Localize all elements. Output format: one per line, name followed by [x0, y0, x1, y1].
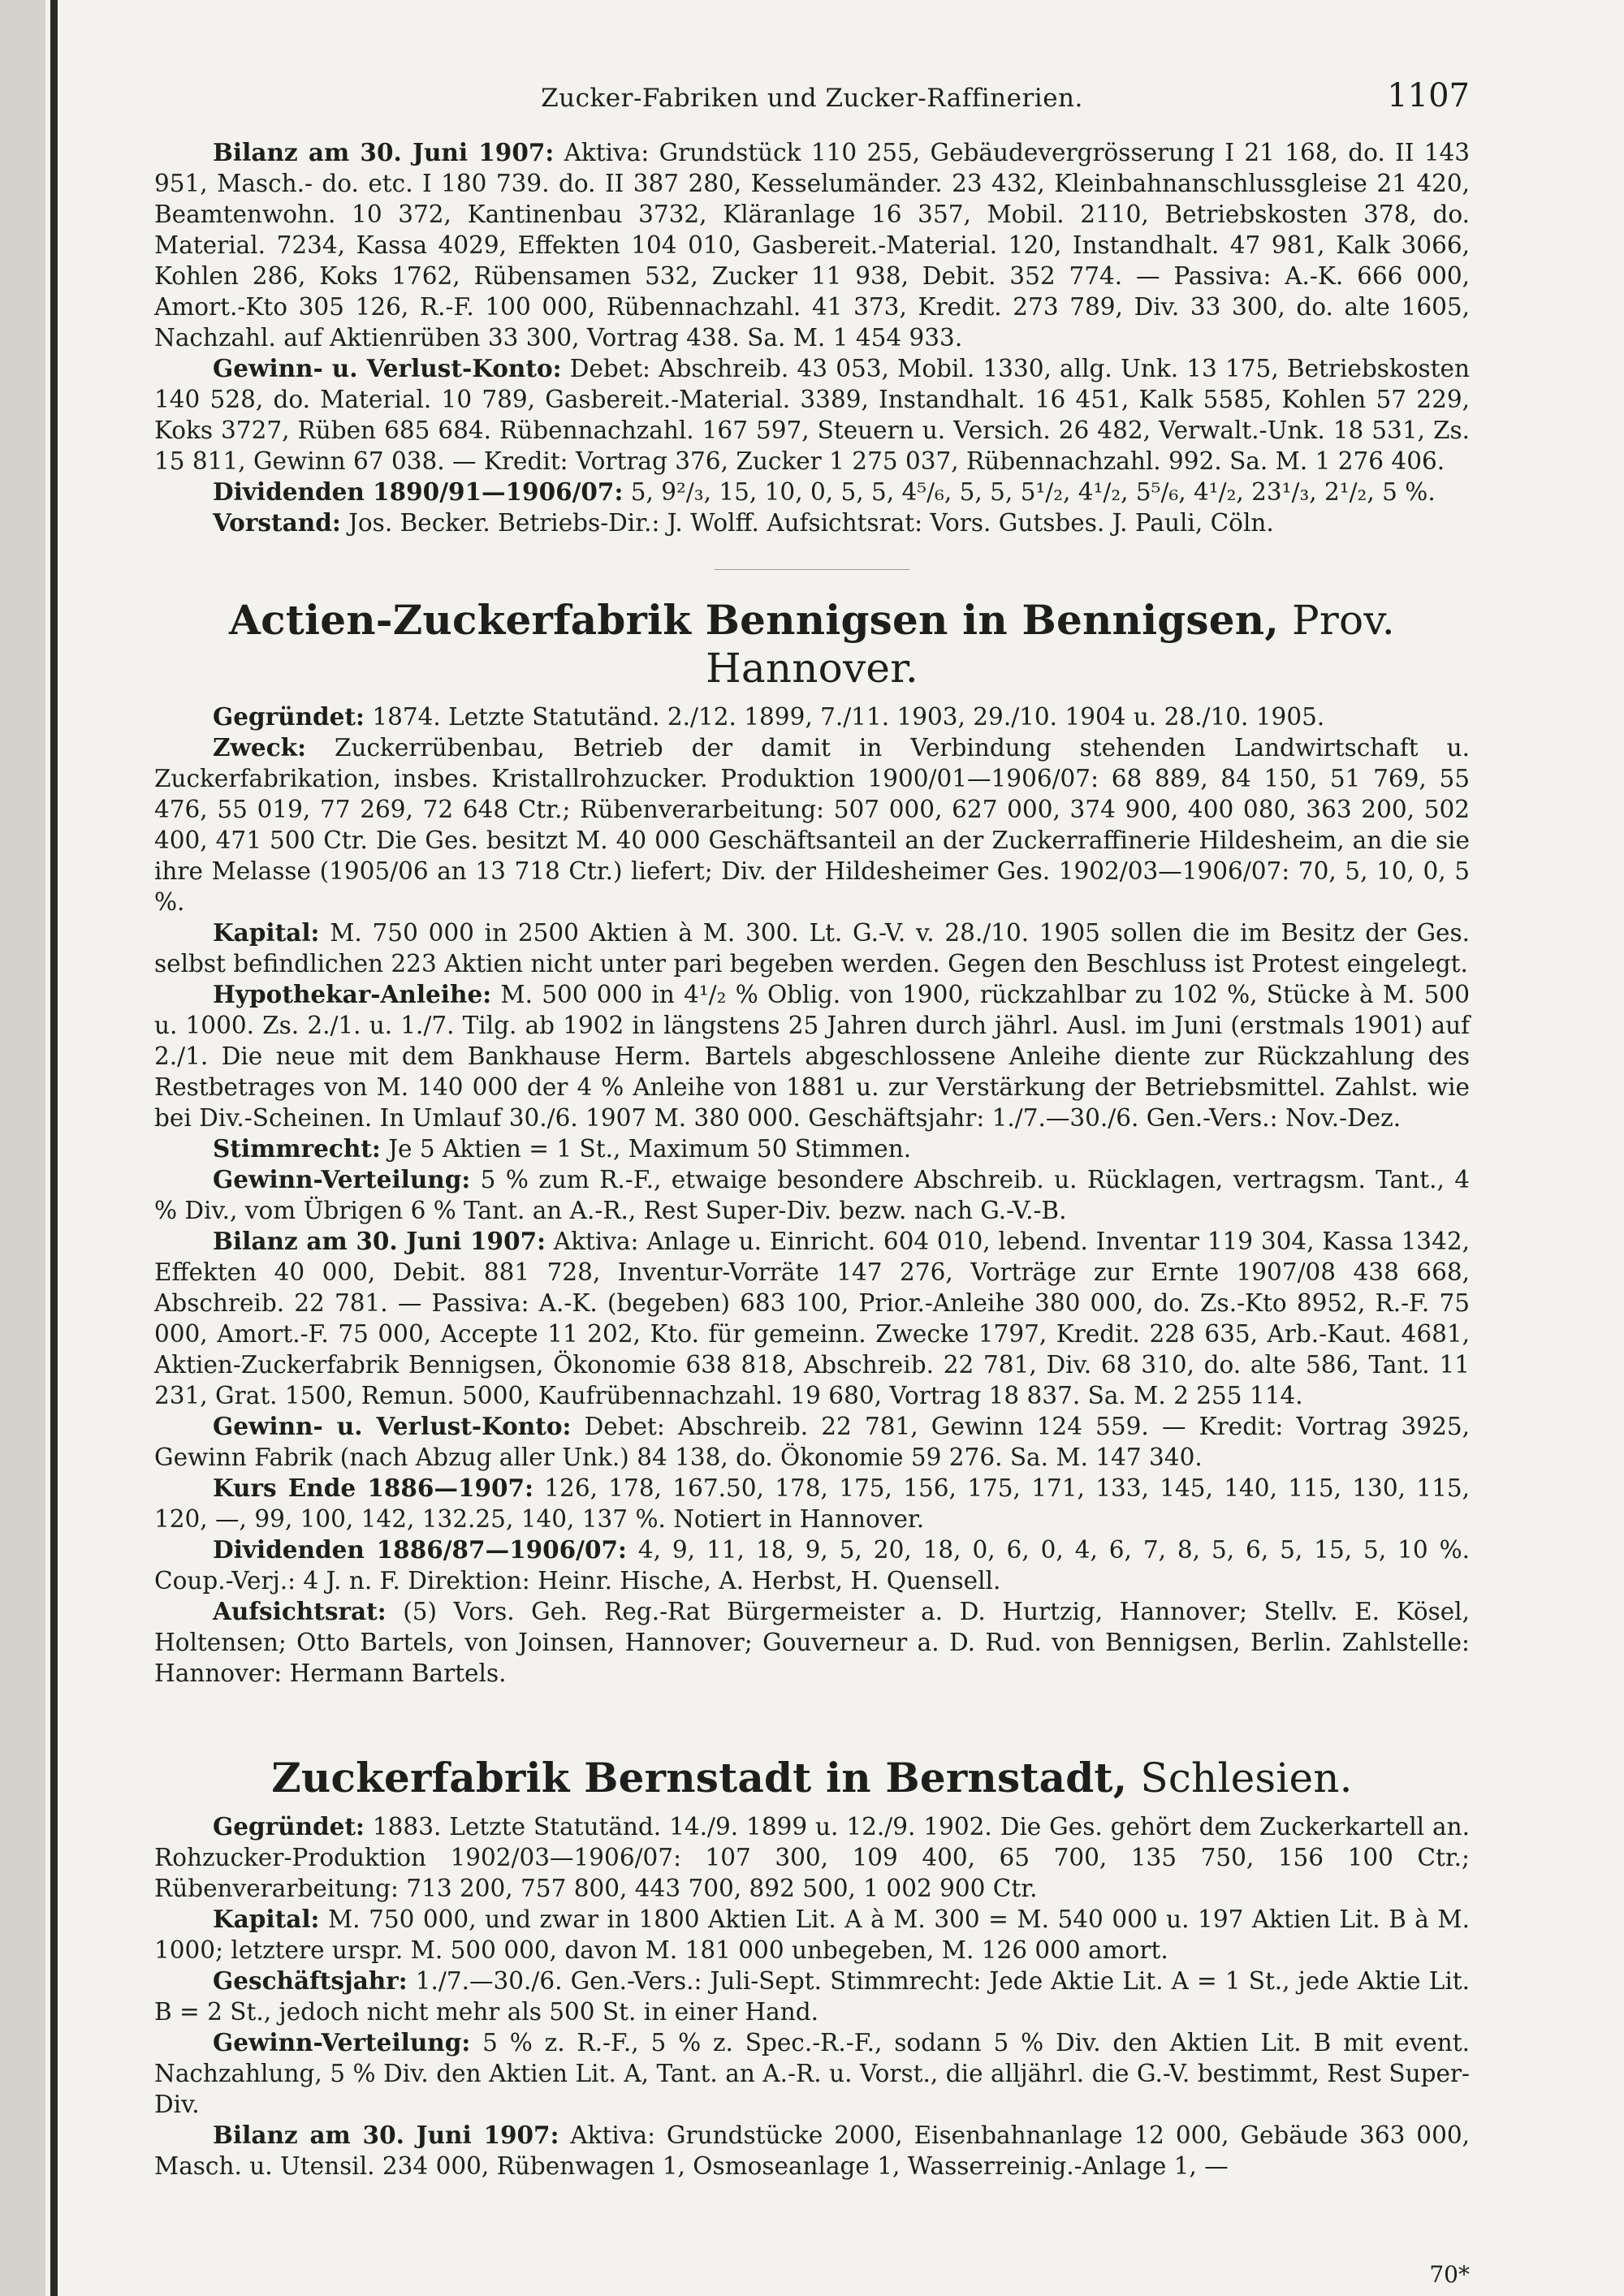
folio-mark: 70* — [1429, 2261, 1470, 2288]
paragraph-label: Hypothekar-Anleihe: — [213, 980, 492, 1008]
page-gutter — [0, 0, 45, 2296]
company-region: Prov. Hannover. — [706, 597, 1395, 692]
document-page — [154, 77, 1470, 2182]
paragraph — [154, 979, 1470, 1133]
paragraph-text: Aktiva: Grundstück 110 255, Gebäudevergrösserung I 21 168, do. II 143 951, Masch.- do. etc. I 180 739. do. II 387 280, Kesselumänder. 23 432, Kleinbahnanschlussgleise 21 420, Beamtenwohn. 10 372, Kantinenbau 3732, Kläranlage 16 357, Mobil. 2110, Betriebskosten 378, do. Material. 7234, Kassa 4029, Effekten 104 010, Gasbereit.-Material. 120, Instandhalt. 47 981, Kalk 3066, Kohlen 286, Koks 1762, Rübensamen 532, Zucker 11 938, Debit. 352 774. — Passiva: A.-K. 666 000, Amort.-Kto 305 126, R.-F. 100 000, Rübennachzahl. 41 373, Kredit. 273 789, Div. 33 300, do. alte 1605, Nachzahl. auf Aktienrüben 33 300, Vortrag 438. Sa. M. 1 454 933. — [154, 139, 1470, 352]
company-name: Zuckerfabrik Bernstadt in Bernstadt, — [271, 1754, 1128, 1802]
paragraph-text: Aktiva: Anlage u. Einricht. 604 010, lebend. Inventar 119 304, Kassa 1342, Effekten 40 000, Debit. 881 728, Inventur-Vorräte 147 276, Vorträge zur Ernte 1907/08 438 668, Abschreib. 22 781. — Passiva: A.-K. (begeben) 683 100, Prior.-Anleihe 380 000, do. Zs.-Kto 8952, R.-F. 75 000, Amort.-F. 75 000, Accepte 11 202, Kto. für gemeinn. Zwecke 1797, Kredit. 228 635, Arb.-Kaut. 4681, Aktien-Zuckerfabrik Bennigsen, Ökonomie 638 818, Abschreib. 22 781, Div. 68 310, do. alte 586, Tant. 11 231, Grat. 1500, Remun. 5000, Kaufrübennachzahl. 19 680, Vortrag 18 837. Sa. M. 2 255 114. — [154, 1228, 1470, 1409]
paragraph-label: Dividenden 1890/91—1906/07: — [213, 477, 624, 506]
paragraph-text: 5 % z. R.-F., 5 % z. Spec.-R.-F., sodann 5 % Div. den Aktien Lit. B mit event. Nachzahlung, 5 % Div. den Aktien Lit. A, Tant. an A.-R. u. Vorst., die alljährl. die G.-V. bestimmt, Rest Super-Div. — [154, 2029, 1470, 2118]
paragraph-label: Gewinn-Verteilung: — [213, 2028, 471, 2056]
paragraph-text: M. 750 000 in 2500 Aktien à M. 300. Lt. G.-V. v. 28./10. 1905 sollen die im Besitz der Ges. selbst befindlichen 223 Aktien nicht unter pari begeben werden. Gegen den Beschluss ist Protest eingelegt. — [154, 919, 1470, 978]
company-entry-bennigsen — [154, 596, 1470, 1689]
paragraph-label: Vorstand: — [213, 508, 341, 537]
paragraph-label: Bilanz am 30. Juni 1907: — [213, 2121, 559, 2149]
paragraph — [154, 701, 1470, 732]
paragraph-text: 1874. Letzte Statutänd. 2./12. 1899, 7./11. 1903, 29./10. 1904 u. 28./10. 1905. — [364, 703, 1325, 731]
paragraph-label: Kapital: — [213, 1905, 320, 1933]
paragraph — [154, 1596, 1470, 1689]
company-region: Schlesien. — [1127, 1754, 1353, 1802]
paragraph — [154, 1966, 1470, 2027]
paragraph — [154, 2120, 1470, 2182]
paragraph-label: Bilanz am 30. Juni 1907: — [213, 1227, 546, 1255]
paragraph-label: Geschäftsjahr: — [213, 1966, 408, 1995]
paragraph-text: Jos. Becker. Betriebs-Dir.: J. Wolff. Aufsichtsrat: Vors. Gutsbes. J. Pauli, Cöln. — [340, 509, 1274, 537]
running-head-title: Zucker-Fabriken und Zucker-Raffinerien. — [541, 84, 1083, 113]
paragraph — [154, 1904, 1470, 1966]
paragraph — [154, 1411, 1470, 1473]
paragraph-label: Gewinn-Verteilung: — [213, 1165, 471, 1193]
page-number: 1107 — [1387, 77, 1470, 114]
paragraph — [154, 917, 1470, 979]
paragraph-label: Aufsichtsrat: — [213, 1597, 387, 1625]
paragraph-label: Kurs Ende 1886—1907: — [213, 1474, 533, 1502]
paragraph-label: Gewinn- u. Verlust-Konto: — [213, 1412, 572, 1440]
paragraph — [154, 732, 1470, 917]
paragraph — [154, 1164, 1470, 1226]
paragraph — [154, 1226, 1470, 1411]
paragraph-label: Gegründet: — [213, 702, 365, 731]
company-name: Actien-Zuckerfabrik Bennigsen in Bennigsen, — [229, 596, 1279, 644]
paragraph-text: Debet: Abschreib. 22 781, Gewinn 124 559. — Kredit: Vortrag 3925, Gewinn Fabrik (nach Abzug aller Unk.) 84 138, do. Ökonomie 59 276. Sa. M. 147 340. — [154, 1413, 1470, 1471]
paragraph — [154, 1811, 1470, 1904]
paragraph-text: Je 5 Aktien = 1 St., Maximum 50 Stimmen. — [380, 1135, 912, 1163]
company-title — [154, 1754, 1470, 1802]
paragraph-text: Aktiva: Grundstücke 2000, Eisenbahnanlage 12 000, Gebäude 363 000, Masch. u. Utensil. 234 000, Rübenwagen 1, Osmoseanlage 1, Wasserreinig.-Anlage 1, — — [154, 2121, 1470, 2180]
paragraph-text: 5, 9²/₃, 15, 10, 0, 5, 5, 4⁵/₆, 5, 5, 5¹/₂, 4¹/₂, 5⁵/₆, 4¹/₂, 23¹/₃, 2¹/₂, 5 %. — [623, 478, 1436, 506]
section-continued — [154, 137, 1470, 538]
binding-line — [50, 0, 58, 2296]
paragraph-text: M. 750 000, und zwar in 1800 Aktien Lit. A à M. 300 = M. 540 000 u. 197 Aktien Lit. B à M. 1000; letztere urspr. M. 500 000, davon M. 181 000 unbegeben, M. 126 000 amort. — [154, 1905, 1470, 1964]
paragraph-text: Debet: Abschreib. 43 053, Mobil. 1330, allg. Unk. 13 175, Betriebskosten 140 528, do. Material. 10 789, Gasbereit.-Material. 3389, Instandhalt. 16 451, Kalk 5585, Kohlen 57 229, Koks 3727, Rüben 685 684. Rübennachzahl. 167 597, Steuern u. Versich. 26 482, Verwalt.-Unk. 18 531, Zs. 15 811, Gewinn 67 038. — Kredit: Vortrag 376, Zucker 1 275 037, Rübennachzahl. 992. Sa. M. 1 276 406. — [154, 355, 1470, 475]
paragraph-text: (5) Vors. Geh. Reg.-Rat Bürgermeister a. D. Hurtzig, Hannover; Stellv. E. Kösel, Holtensen; Otto Bartels, von Joinsen, Hannover; Gouverneur a. D. Rud. von Bennigsen, Berlin. Zahlstelle: Hannover: Hermann Bartels. — [154, 1598, 1470, 1687]
paragraph-label: Stimmrecht: — [213, 1134, 381, 1163]
paragraph-text: 5 % zum R.-F., etwaige besondere Abschreib. u. Rücklagen, vertragsm. Tant., 4 % Div., vom Übrigen 6 % Tant. an A.-R., Rest Super-Div. bezw. nach G.-V.-B. — [154, 1166, 1470, 1224]
paragraph-label: Kapital: — [213, 918, 320, 947]
paragraph — [154, 507, 1470, 538]
running-head — [154, 77, 1470, 126]
company-title — [154, 596, 1470, 692]
paragraph-label: Gewinn- u. Verlust-Konto: — [213, 354, 562, 382]
paragraph-label: Zweck: — [213, 733, 306, 762]
paragraph-label: Gegründet: — [213, 1812, 365, 1841]
paragraph — [154, 137, 1470, 353]
paragraph-text: 1./7.—30./6. Gen.-Vers.: Juli-Sept. Stimmrecht: Jede Aktie Lit. A = 1 St., jede Aktie Lit. B = 2 St., jedoch nicht mehr als 500 St. in einer Hand. — [154, 1967, 1470, 2026]
paragraph-label: Bilanz am 30. Juni 1907: — [213, 138, 555, 166]
paragraph — [154, 1534, 1470, 1596]
section-divider — [715, 569, 909, 570]
paragraph-text: 126, 178, 167.50, 178, 175, 156, 175, 171, 133, 145, 140, 115, 130, 115, 120, —, 99, 100, 142, 132.25, 140, 137 %. Notiert in Hannover. — [154, 1474, 1470, 1533]
paragraph — [154, 1473, 1470, 1534]
paragraph-text: M. 500 000 in 4¹/₂ % Oblig. von 1900, rückzahlbar zu 102 %, Stücke à M. 500 u. 1000. Zs. 2./1. u. 1./7. Tilg. ab 1902 in längstens 25 Jahren durch jährl. Ausl. im Juni (erstmals 1901) auf 2./1. Die neue mit dem Bankhause Herm. Bartels abgeschlossene Anleihe diente zur Rückzahlung des Restbetrages von M. 140 000 der 4 % Anleihe von 1881 u. zur Verstärkung der Betriebsmittel. Zahlst. wie bei Div.-Scheinen. In Umlauf 30./6. 1907 M. 380 000. Geschäftsjahr: 1./7.—30./6. Gen.-Vers.: Nov.-Dez. — [154, 981, 1470, 1132]
paragraph-text: 4, 9, 11, 18, 9, 5, 20, 18, 0, 6, 0, 4, 6, 7, 8, 5, 6, 5, 15, 5, 10 %. Coup.-Verj.: 4 J. n. F. Direktion: Heinr. Hische, A. Herbst, H. Quensell. — [154, 1536, 1470, 1595]
paragraph — [154, 353, 1470, 477]
paragraph — [154, 2027, 1470, 2120]
paragraph — [154, 477, 1470, 507]
paragraph-text: Zuckerrübenbau, Betrieb der damit in Verbindung stehenden Landwirtschaft u. Zuckerfabrikation, insbes. Kristallrohzucker. Produktion 1900/01—1906/07: 68 889, 84 150, 51 769, 55 476, 55 019, 77 269, 72 648 Ctr.; Rübenverarbeitung: 507 000, 627 000, 374 900, 400 080, 363 200, 502 400, 471 500 Ctr. Die Ges. besitzt M. 40 000 Geschäftsanteil an der Zuckerraffinerie Hildesheim, an die sie ihre Melasse (1905/06 an 13 718 Ctr.) liefert; Div. der Hildesheimer Ges. 1902/03—1906/07: 70, 5, 10, 0, 5 %. — [154, 734, 1470, 916]
paragraph — [154, 1133, 1470, 1164]
company-entry-bernstadt — [154, 1754, 1470, 2182]
paragraph-text: 1883. Letzte Statutänd. 14./9. 1899 u. 12./9. 1902. Die Ges. gehört dem Zuckerkartell an. Rohzucker-Produktion 1902/03—1906/07: 107 300, 109 400, 65 700, 135 750, 156 100 Ctr.; Rübenverarbeitung: 713 200, 757 800, 443 700, 892 500, 1 002 900 Ctr. — [154, 1813, 1470, 1902]
paragraph-label: Dividenden 1886/87—1906/07: — [213, 1535, 627, 1564]
